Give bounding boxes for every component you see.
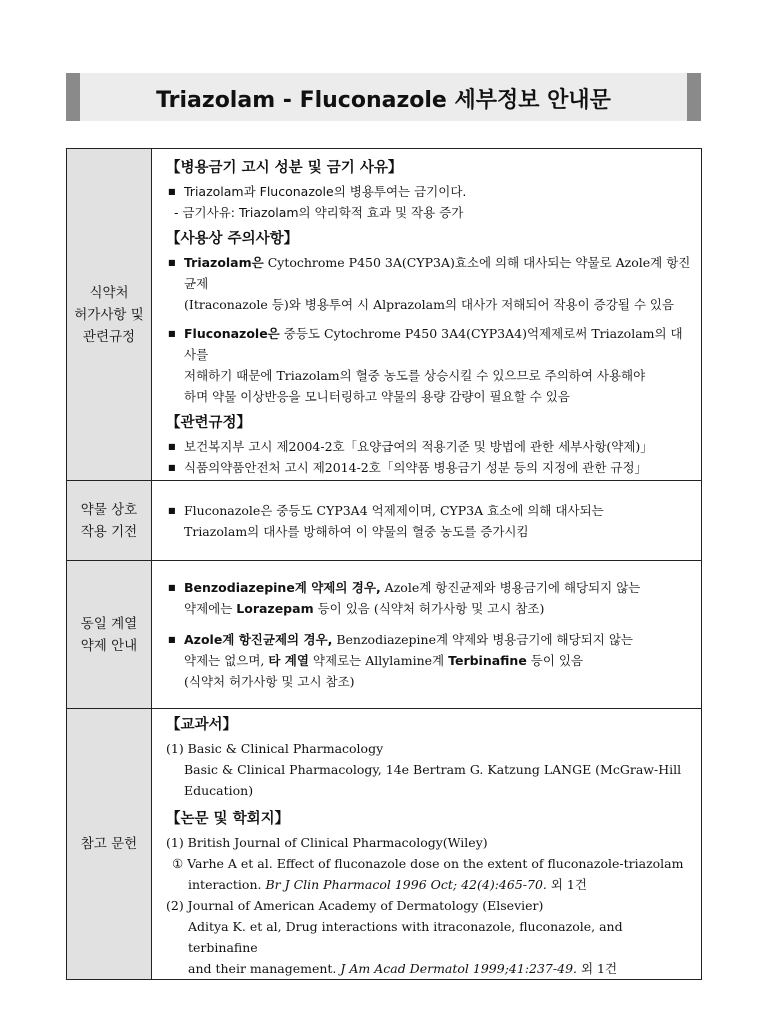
citation-count: 외 1건 bbox=[577, 961, 618, 976]
contraindication-item: ■ Triazolam과 Fluconazole의 병용투여는 금기이다. bbox=[166, 181, 691, 202]
mechanism-text: Triazolam의 대사를 방해하여 이 약물의 혈중 농도를 증가시킴 bbox=[184, 523, 529, 539]
precaution-bold: Triazolam은 bbox=[184, 254, 264, 270]
mechanism-item bbox=[166, 500, 691, 542]
precaution-text: Cytochrome P450 3A(CYP3A)효소에 의해 대사되는 약물로 Azole계 항진균제 bbox=[184, 254, 691, 291]
page-title: Triazolam - Fluconazole 세부정보 안내문 bbox=[156, 88, 611, 113]
alternative-text: (식약처 허가사항 및 고시 참조) bbox=[184, 674, 355, 689]
contraindication-heading: 【병용금기 고시 성분 및 금기 사유】 bbox=[166, 159, 403, 176]
title-banner bbox=[66, 73, 701, 121]
precautions-heading: 【사용상 주의사항】 bbox=[166, 230, 299, 247]
label-line: 관련규정 bbox=[82, 328, 136, 345]
alternative-text: Azole계 항진균제와 병용금기에 해당되지 않는 bbox=[380, 580, 641, 595]
precaution-item bbox=[166, 323, 691, 407]
label-regulation bbox=[67, 149, 152, 481]
contraindication-reason: - 금기사유: Triazolam의 약리학적 효과 및 작용 증가 bbox=[174, 204, 464, 220]
paper-citation bbox=[166, 874, 691, 895]
textbook-heading: 【교과서】 bbox=[166, 717, 238, 733]
content-alternatives bbox=[152, 561, 702, 709]
paper-citation: Aditya K. et al, Drug interactions with itraconazole, fluconazole, and terbinafine bbox=[188, 919, 623, 955]
mechanism-text: Fluconazole은 중등도 CYP3A4 억제제이며, CYP3A 효소에 의해 대사되는 bbox=[184, 502, 604, 518]
precaution-text: 하며 약물 이상반응을 모니터링하고 약물의 용량 감량이 필요할 수 있음 bbox=[184, 388, 570, 404]
regulation-item: ■ 식품의약품안전처 고시 제2014-2호「의약품 병용금기 성분 등의 지정에 관한 규정」 bbox=[166, 457, 691, 478]
precaution-text: 저해하기 때문에 Triazolam의 혈중 농도를 상승시킬 수 있으므로 주의하여 사용해야 bbox=[184, 367, 646, 383]
journal-entry: (2) Journal of American Academy of Dermatology (Elsevier) bbox=[166, 898, 544, 913]
alternative-text: 약제는 없으며, bbox=[184, 653, 269, 668]
regulations-heading: 【관련규정】 bbox=[166, 414, 252, 431]
drug-name: Terbinafine bbox=[448, 653, 527, 668]
info-table bbox=[66, 148, 702, 980]
precaution-text: (Itraconazole 등)와 병용투여 시 Alprazolam의 대사가 저해되어 작용이 증강될 수 있음 bbox=[184, 296, 675, 312]
textbook-detail: Basic & Clinical Pharmacology, 14e Bertram G. Katzung LANGE (McGraw-Hill Education) bbox=[184, 762, 682, 798]
row-alternatives bbox=[67, 561, 702, 709]
precaution-bold: Fluconazole은 bbox=[184, 325, 280, 341]
regulation-item: ■ 보건복지부 고시 제2004-2호「요양급여의 적용기준 및 방법에 관한 세부사항(약제)」 bbox=[166, 436, 691, 457]
label-mechanism bbox=[67, 481, 152, 561]
alternative-text: 등이 있음 bbox=[526, 653, 584, 668]
drug-name: Lorazepam bbox=[236, 601, 314, 616]
precaution-text: 중등도 Cytochrome P450 3A4(CYP3A4)억제제로써 Triazolam의 대사를 bbox=[184, 325, 683, 362]
content-regulation bbox=[152, 149, 702, 481]
alternative-item bbox=[166, 629, 691, 692]
content-mechanism bbox=[152, 481, 702, 561]
label-line: 약물 상호 bbox=[80, 501, 138, 518]
alternative-bold: 타 계열 bbox=[268, 653, 309, 668]
label-line: 허가사항 및 bbox=[74, 306, 144, 323]
label-line: 동일 계열 bbox=[80, 615, 138, 632]
alternative-text: Benzodiazepine계 약제와 병용금기에 해당되지 않는 bbox=[332, 632, 633, 647]
textbook-entry: (1) Basic & Clinical Pharmacology bbox=[166, 741, 384, 756]
citation-source: J Am Acad Dermatol 1999;41:237-49. bbox=[340, 961, 577, 976]
papers-heading: 【논문 및 학회지】 bbox=[166, 811, 290, 827]
paper-citation bbox=[166, 958, 691, 979]
label-line: 약제 안내 bbox=[80, 637, 138, 654]
citation-text: interaction. bbox=[188, 877, 266, 892]
alternative-bold: Benzodiazepine계 약제의 경우, bbox=[184, 580, 381, 595]
alternative-text: 약제로는 Allylamine계 bbox=[308, 653, 449, 668]
row-references bbox=[67, 709, 702, 980]
label-line: 식약처 bbox=[89, 284, 129, 301]
citation-source: Br J Clin Pharmacol 1996 Oct; 42(4):465-70. bbox=[265, 877, 547, 892]
citation-count: 외 1건 bbox=[546, 877, 587, 892]
precaution-item bbox=[166, 252, 691, 315]
banner-right-bar bbox=[687, 73, 701, 121]
label-line: 작용 기전 bbox=[80, 523, 138, 540]
row-regulation bbox=[67, 149, 702, 481]
alternative-text: 약제에는 bbox=[184, 601, 237, 616]
alternative-text: 등이 있음 (식약처 허가사항 및 고시 참조) bbox=[313, 601, 545, 616]
citation-text: and their management. bbox=[188, 961, 341, 976]
paper-citation: ① Varhe A et al. Effect of fluconazole dose on the extent of fluconazole-triazolam bbox=[172, 856, 684, 871]
alternative-item bbox=[166, 577, 691, 619]
label-alternatives bbox=[67, 561, 152, 709]
alternative-bold: Azole계 항진균제의 경우, bbox=[184, 632, 333, 647]
content-references bbox=[152, 709, 702, 980]
journal-entry: (1) British Journal of Clinical Pharmacology(Wiley) bbox=[166, 835, 488, 850]
row-mechanism bbox=[67, 481, 702, 561]
label-references: 참고 문헌 bbox=[67, 709, 152, 980]
